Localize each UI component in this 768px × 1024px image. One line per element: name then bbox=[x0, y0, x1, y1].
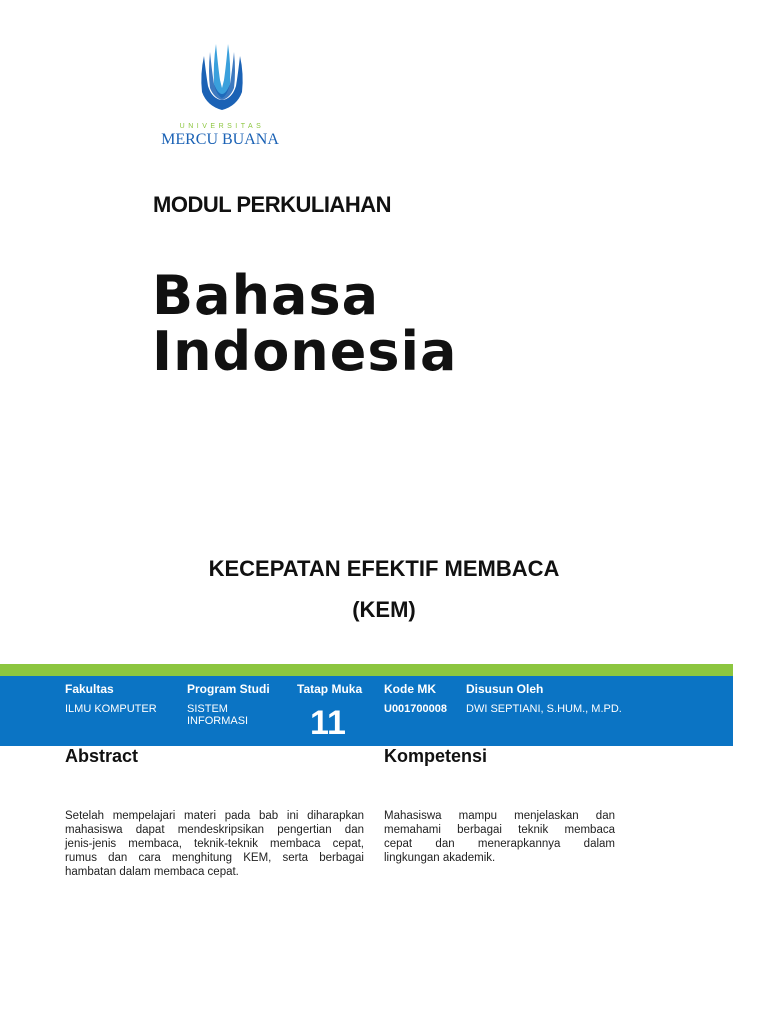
mercu-buana-emblem-icon bbox=[152, 44, 292, 150]
accent-bar bbox=[0, 664, 733, 676]
abstract-line-5: hambatan dalam membaca cepat. bbox=[65, 866, 239, 878]
value-program-studi-line-1: SISTEM bbox=[187, 703, 228, 715]
document-title bbox=[152, 264, 458, 383]
abstract-line-1: Setelah mempelajari materi pada bab ini diharapkan bbox=[65, 810, 364, 822]
header-kode-mk: Kode MK bbox=[384, 682, 436, 696]
abstract-text bbox=[65, 809, 364, 879]
header-disusun-oleh: Disusun Oleh bbox=[466, 682, 544, 696]
logo-university-small: UNIVERSITAS bbox=[179, 123, 265, 130]
value-disusun-oleh: DWI SEPTIANI, S.HUM., M.PD. bbox=[466, 703, 622, 715]
value-kode-mk: U001700008 bbox=[384, 703, 448, 715]
topic-title: KECEPATAN EFEKTIF MEMBACA bbox=[208, 556, 560, 581]
header-tatap-muka: Tatap Muka bbox=[297, 682, 363, 696]
document-kicker: MODUL PERKULIAHAN bbox=[153, 192, 391, 217]
title-line-2: Indonesia bbox=[152, 320, 458, 383]
abstract-line-3: jenis-jenis membaca, teknik-teknik membaca cepat, bbox=[65, 838, 364, 850]
value-fakultas: ILMU KOMPUTER bbox=[65, 703, 157, 715]
value-program-studi-line-2: INFORMASI bbox=[187, 715, 249, 727]
logo-university-name: MERCU BUANA bbox=[161, 131, 279, 148]
abstract-line-2: mahasiswa dapat mendeskripsikan pengertian dan bbox=[65, 824, 364, 836]
value-tatap-muka: 11 bbox=[310, 704, 346, 742]
header-fakultas: Fakultas bbox=[65, 682, 114, 696]
title-line-1: Bahasa bbox=[152, 264, 380, 327]
kompetensi-text bbox=[384, 809, 615, 865]
kompetensi-line-3: cepat dan menerapkannya dalam bbox=[384, 838, 615, 850]
kompetensi-line-4: lingkungan akademik. bbox=[384, 852, 496, 864]
university-logo bbox=[152, 44, 292, 150]
kompetensi-line-1: Mahasiswa mampu menjelaskan dan bbox=[384, 810, 615, 822]
abstract-line-4: rumus dan cara menghitung KEM, serta berbagai bbox=[65, 852, 364, 864]
topic-abbreviation: (KEM) bbox=[352, 597, 416, 622]
kompetensi-heading: Kompetensi bbox=[384, 746, 488, 766]
value-program-studi bbox=[187, 703, 248, 727]
kompetensi-line-2: memahami berbagai teknik membaca bbox=[384, 824, 615, 836]
header-program-studi: Program Studi bbox=[187, 682, 270, 696]
abstract-heading: Abstract bbox=[65, 746, 139, 766]
